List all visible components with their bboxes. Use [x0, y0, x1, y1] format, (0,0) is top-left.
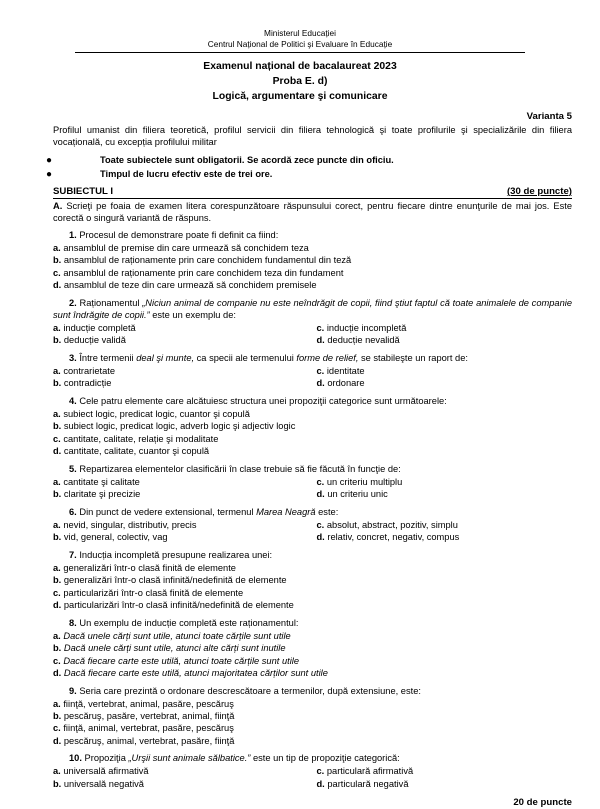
answer-label: c.: [53, 655, 61, 666]
question-stem: [53, 297, 572, 321]
answer-option[interactable]: [53, 445, 572, 457]
answer-text: un criteriu multiplu: [324, 476, 403, 487]
answer-option[interactable]: [317, 778, 573, 790]
answer-list: [53, 365, 572, 390]
answer-label: a.: [53, 562, 61, 573]
answer-option[interactable]: [317, 765, 573, 777]
answer-text: particularizări într-o clasă infinită/nedefinită de elemente: [61, 600, 294, 611]
question-stem: [53, 395, 572, 407]
question-block: [53, 506, 572, 544]
answer-option[interactable]: [317, 365, 573, 377]
answer-label: b.: [53, 335, 62, 346]
answer-column-left: [53, 322, 313, 347]
answer-label: a.: [53, 365, 61, 376]
answer-label: b.: [53, 378, 62, 389]
answer-label: b.: [53, 643, 62, 654]
question-number: 5.: [69, 463, 77, 474]
answer-text: universală afirmativă: [60, 766, 149, 777]
answer-label: a.: [53, 630, 61, 641]
answer-column-right: [313, 519, 573, 544]
answer-label: b.: [53, 532, 62, 543]
exam-proba: Proba E. d): [272, 76, 328, 88]
answer-text: pescăruş, pasăre, vertebrat, animal, fiinţă: [61, 711, 235, 722]
answer-text: generalizări într-o clasă infinită/nedefinită de elemente: [61, 575, 287, 586]
answer-text: Dacă fiecare carte este utilă, atunci majoritatea cărților sunt utile: [61, 668, 328, 679]
answer-label: d.: [316, 378, 325, 389]
answer-option[interactable]: [53, 710, 572, 722]
answer-label: c.: [316, 519, 325, 530]
answer-list: [53, 630, 572, 680]
question-block: [53, 463, 572, 501]
answer-label: b.: [53, 711, 62, 722]
answer-option[interactable]: [53, 574, 572, 586]
answer-label: c.: [53, 267, 61, 278]
answer-column-right: [313, 765, 573, 790]
instruction-text: Toate subiectele sunt obligatorii. Se acordă zece puncte din oficiu.: [100, 154, 394, 165]
answer-option[interactable]: [53, 279, 572, 291]
answer-column-left: [53, 519, 313, 544]
answer-label: d.: [316, 489, 325, 500]
answer-label: a.: [53, 698, 61, 709]
answer-option[interactable]: [53, 765, 313, 777]
subiect-label: SUBIECTUL I: [53, 185, 114, 197]
answer-text: ansamblul de premise din care urmează să conchidem teza: [60, 243, 309, 253]
ministry-header: [0, 0, 600, 50]
answer-option[interactable]: [317, 476, 573, 488]
answer-label: d.: [53, 280, 62, 291]
answer-option[interactable]: [317, 488, 573, 500]
answer-option[interactable]: [53, 778, 313, 790]
answer-list: [53, 322, 572, 347]
stem-text: Propoziţia: [81, 753, 129, 764]
answer-column-right: [313, 322, 573, 347]
answer-text: nevid, singular, distributiv, precis: [60, 519, 197, 530]
question-block: [53, 395, 572, 458]
stem-text: Inducția incompletă presupune realizarea unei:: [76, 549, 273, 560]
header-divider: [75, 52, 525, 53]
question-stem: [53, 506, 572, 518]
answer-option[interactable]: [53, 735, 572, 747]
answer-label: c.: [316, 365, 325, 376]
answer-text: ordonare: [324, 378, 365, 389]
answer-text: identitate: [324, 365, 365, 376]
answer-label: d.: [53, 446, 62, 457]
answer-text: claritate şi precizie: [61, 489, 141, 500]
answer-label: a.: [53, 766, 61, 777]
answer-option[interactable]: [53, 655, 572, 667]
answer-label: c.: [316, 476, 325, 487]
question-stem: [53, 229, 572, 241]
answer-label: b.: [53, 489, 62, 500]
answer-option[interactable]: [317, 531, 573, 543]
answer-text: Dacă unele cărți sunt utile, atunci toate cărțile sunt utile: [60, 630, 291, 641]
answer-option[interactable]: [53, 722, 572, 734]
answer-option[interactable]: [53, 531, 313, 543]
answer-option[interactable]: [53, 322, 313, 334]
instruction-text: Timpul de lucru efectiv este de trei ore.: [100, 169, 273, 180]
answer-label: a.: [53, 408, 61, 419]
varianta-label: Varianta 5: [526, 110, 572, 122]
answer-text: absolut, abstract, pozitiv, simplu: [324, 519, 458, 530]
footer-points: 20 de puncte: [513, 797, 572, 809]
answer-option[interactable]: [53, 408, 572, 420]
exam-subject: Logică, argumentare şi comunicare: [212, 90, 388, 102]
answer-text: particularizări într-o clasă finită de elemente: [60, 587, 244, 598]
stem-text: Raționamentul: [76, 297, 143, 308]
stem-emphasis: „Urşii sunt animale sălbatice.”: [128, 753, 251, 764]
answer-text: un criteriu unic: [324, 489, 388, 500]
answer-option[interactable]: [53, 242, 572, 254]
answer-option[interactable]: [317, 377, 573, 389]
answer-text: ansamblul de raționamente prin care conchidem teza din fundament: [60, 267, 344, 278]
answer-option[interactable]: [53, 420, 572, 432]
answer-text: cantitate, calitate, relație şi modalitate: [60, 433, 219, 444]
intro-text: Scrieţi pe foaia de examen litera corespunzătoare răspunsului corect, pentru fiecare dintre enunţurile de mai jos. Este corectă o singură variantă de răspuns.: [53, 200, 572, 223]
answer-text: universală negativă: [61, 778, 144, 789]
answer-label: c.: [316, 766, 325, 777]
answer-list: [53, 562, 572, 612]
answer-label: c.: [316, 322, 325, 333]
answer-text: pescăruş, animal, vertebrat, pasăre, fiinţă: [61, 735, 235, 746]
stem-text: este un tip de propoziţie categorică:: [250, 753, 400, 764]
answer-option[interactable]: [53, 433, 572, 445]
answer-option[interactable]: [53, 476, 313, 488]
answer-text: deducție validă: [61, 335, 126, 346]
answer-option[interactable]: [317, 334, 573, 346]
profile-description: Profilul umanist din filiera teoretică, profilul servicii din filiera tehnologică şi toate profilurile şi specializările din filiera vocațională, cu excepția profilului militar: [53, 124, 572, 147]
stem-text: este un exemplu de:: [149, 309, 236, 320]
answer-option[interactable]: [53, 254, 572, 266]
answer-option[interactable]: [53, 334, 313, 346]
answer-label: c.: [53, 433, 61, 444]
answer-label: b.: [53, 778, 62, 789]
answer-text: fiinţă, vertebrat, animal, pasăre, pescăruş: [60, 698, 234, 709]
answer-option[interactable]: [53, 519, 313, 531]
answer-text: cantitate şi calitate: [60, 476, 140, 487]
answer-option[interactable]: [53, 488, 313, 500]
answer-label: a.: [53, 243, 61, 253]
answer-label: c.: [53, 723, 61, 734]
question-stem: [53, 463, 572, 475]
answer-label: d.: [316, 335, 325, 346]
answer-list: [53, 519, 572, 544]
answer-option[interactable]: [53, 562, 572, 574]
answer-text: subiect logic, predicat logic, adverb logic şi adjectiv logic: [61, 421, 296, 432]
answer-option[interactable]: [53, 642, 572, 654]
answer-option[interactable]: [53, 698, 572, 710]
answer-list: [53, 476, 572, 501]
answer-option[interactable]: [53, 587, 572, 599]
answer-column-right: [313, 365, 573, 390]
answer-text: particulară afirmativă: [324, 766, 414, 777]
answer-column-right: [313, 476, 573, 501]
answer-text: generalizări într-o clasă finită de elemente: [60, 562, 236, 573]
answer-option[interactable]: [53, 365, 313, 377]
answer-label: d.: [316, 532, 325, 543]
question-number: 6.: [69, 506, 77, 517]
question-block: [53, 352, 572, 390]
question-number: 4.: [69, 395, 77, 406]
answer-text: contrarietate: [60, 365, 116, 376]
bullet-dot-icon: ●: [45, 154, 52, 166]
answer-option[interactable]: [53, 377, 313, 389]
answer-text: fiinţă, animal, vertebrat, pasăre, pescăruş: [60, 723, 234, 734]
answer-text: subiect logic, predicat logic, cuantor şi copulă: [60, 408, 250, 419]
question-stem: [53, 549, 572, 561]
answer-label: c.: [53, 587, 61, 598]
answer-text: relativ, concret, negativ, compus: [324, 532, 460, 543]
answer-label: d.: [53, 668, 62, 679]
intro-letter: A.: [53, 200, 63, 211]
instruction-item: [0, 154, 600, 168]
answer-label: d.: [53, 600, 62, 611]
answer-label: a.: [53, 476, 61, 487]
question-block: [53, 752, 572, 790]
answer-option[interactable]: [317, 322, 573, 334]
answer-option[interactable]: [317, 519, 573, 531]
answer-list: [53, 242, 572, 292]
stem-text: Un exemplu de inducție completă este raționamentul:: [76, 617, 299, 628]
subiect-intro: [53, 200, 572, 224]
answer-text: Dacă fiecare carte este utilă, atunci toate cărțile sunt utile: [60, 655, 299, 666]
question-block: [53, 297, 572, 347]
answer-text: ansamblul de teze din care urmează să conchidem premisele: [61, 280, 317, 291]
question-stem: [53, 352, 572, 364]
answer-column-left: [53, 476, 313, 501]
answer-option[interactable]: [53, 599, 572, 611]
stem-text: Seria care prezintă o ordonare descrescătoare a termenilor, după extensiune, este:: [76, 685, 421, 696]
question-stem: [53, 752, 572, 764]
instructions-bullets: [0, 154, 600, 183]
answer-option[interactable]: [53, 667, 572, 679]
stem-text: se stabileşte un raport de:: [358, 352, 468, 363]
question-number: 8.: [69, 617, 77, 628]
question-block: [53, 685, 572, 748]
question-block: [53, 549, 572, 612]
stem-emphasis: „Niciun animal de companie nu este neîndrăgit de copii, fiind ştiut faptul că toate animalele de companie sunt îndrăgite de copii.”: [53, 297, 572, 320]
answer-option[interactable]: [53, 630, 572, 642]
stem-emphasis: deal şi munte,: [136, 352, 195, 363]
answer-list: [53, 698, 572, 748]
title-block: [0, 60, 600, 104]
instruction-item: [0, 168, 600, 182]
answer-column-left: [53, 365, 313, 390]
answer-text: particulară negativă: [324, 778, 409, 789]
answer-label: a.: [53, 322, 61, 333]
answer-column-left: [53, 765, 313, 790]
stem-text: Cele patru elemente care alcătuiesc structura unei propoziţii categorice sunt următoarele:: [76, 395, 447, 406]
subiect-points: (30 de puncte): [506, 185, 572, 197]
answer-text: Dacă unele cărți sunt utile, atunci alte cărți sunt inutile: [61, 643, 286, 654]
question-number: 7.: [69, 549, 77, 560]
answer-label: d.: [53, 735, 62, 746]
answer-label: b.: [53, 255, 62, 266]
subiect-header: [53, 186, 572, 199]
answer-list: [53, 765, 572, 790]
stem-emphasis: Marea Neagră: [256, 506, 316, 517]
bullet-dot-icon: ●: [45, 169, 52, 181]
stem-emphasis: forme de relief,: [296, 352, 359, 363]
question-block: [53, 229, 572, 292]
answer-option[interactable]: [53, 267, 572, 279]
stem-text: Din punct de vedere extensional, termenul: [76, 506, 257, 517]
stem-text: Între termenii: [76, 352, 137, 363]
ministry-line-1: Ministerul Educației: [264, 28, 336, 38]
answer-list: [53, 408, 572, 458]
question-number: 3.: [69, 352, 77, 363]
answer-text: cantitate, calitate, cuantor şi copulă: [61, 446, 210, 457]
answer-text: deducție nevalidă: [324, 335, 400, 346]
ministry-line-2: Centrul Național de Politici şi Evaluare în Educație: [207, 39, 393, 50]
exam-title: Examenul național de bacalaureat 2023: [203, 61, 397, 73]
question-number: 1.: [69, 229, 77, 240]
answer-text: vid, general, colectiv, vag: [61, 532, 168, 543]
answer-label: b.: [53, 421, 62, 432]
questions-container: [0, 229, 600, 790]
stem-text: Repartizarea elementelor clasificării în clase trebuie să fie făcută în funcţie de:: [76, 463, 401, 474]
answer-label: b.: [53, 575, 62, 586]
question-number: 2.: [69, 297, 77, 308]
stem-text: Procesul de demonstrare poate fi definit ca fiind:: [76, 229, 279, 240]
question-number: 10.: [69, 753, 82, 764]
stem-text: este:: [315, 506, 339, 517]
question-number: 9.: [69, 685, 77, 696]
question-stem: [53, 685, 572, 697]
answer-text: inducție completă: [60, 322, 136, 333]
question-stem: [53, 617, 572, 629]
answer-text: contradicție: [61, 378, 112, 389]
answer-label: d.: [316, 778, 325, 789]
answer-label: a.: [53, 519, 61, 530]
question-block: [53, 617, 572, 680]
answer-text: ansamblul de raționamente prin care conchidem fundamentul din teză: [61, 255, 352, 266]
stem-text: ca specii ale termenului: [194, 352, 297, 363]
answer-text: inducție incompletă: [324, 322, 407, 333]
